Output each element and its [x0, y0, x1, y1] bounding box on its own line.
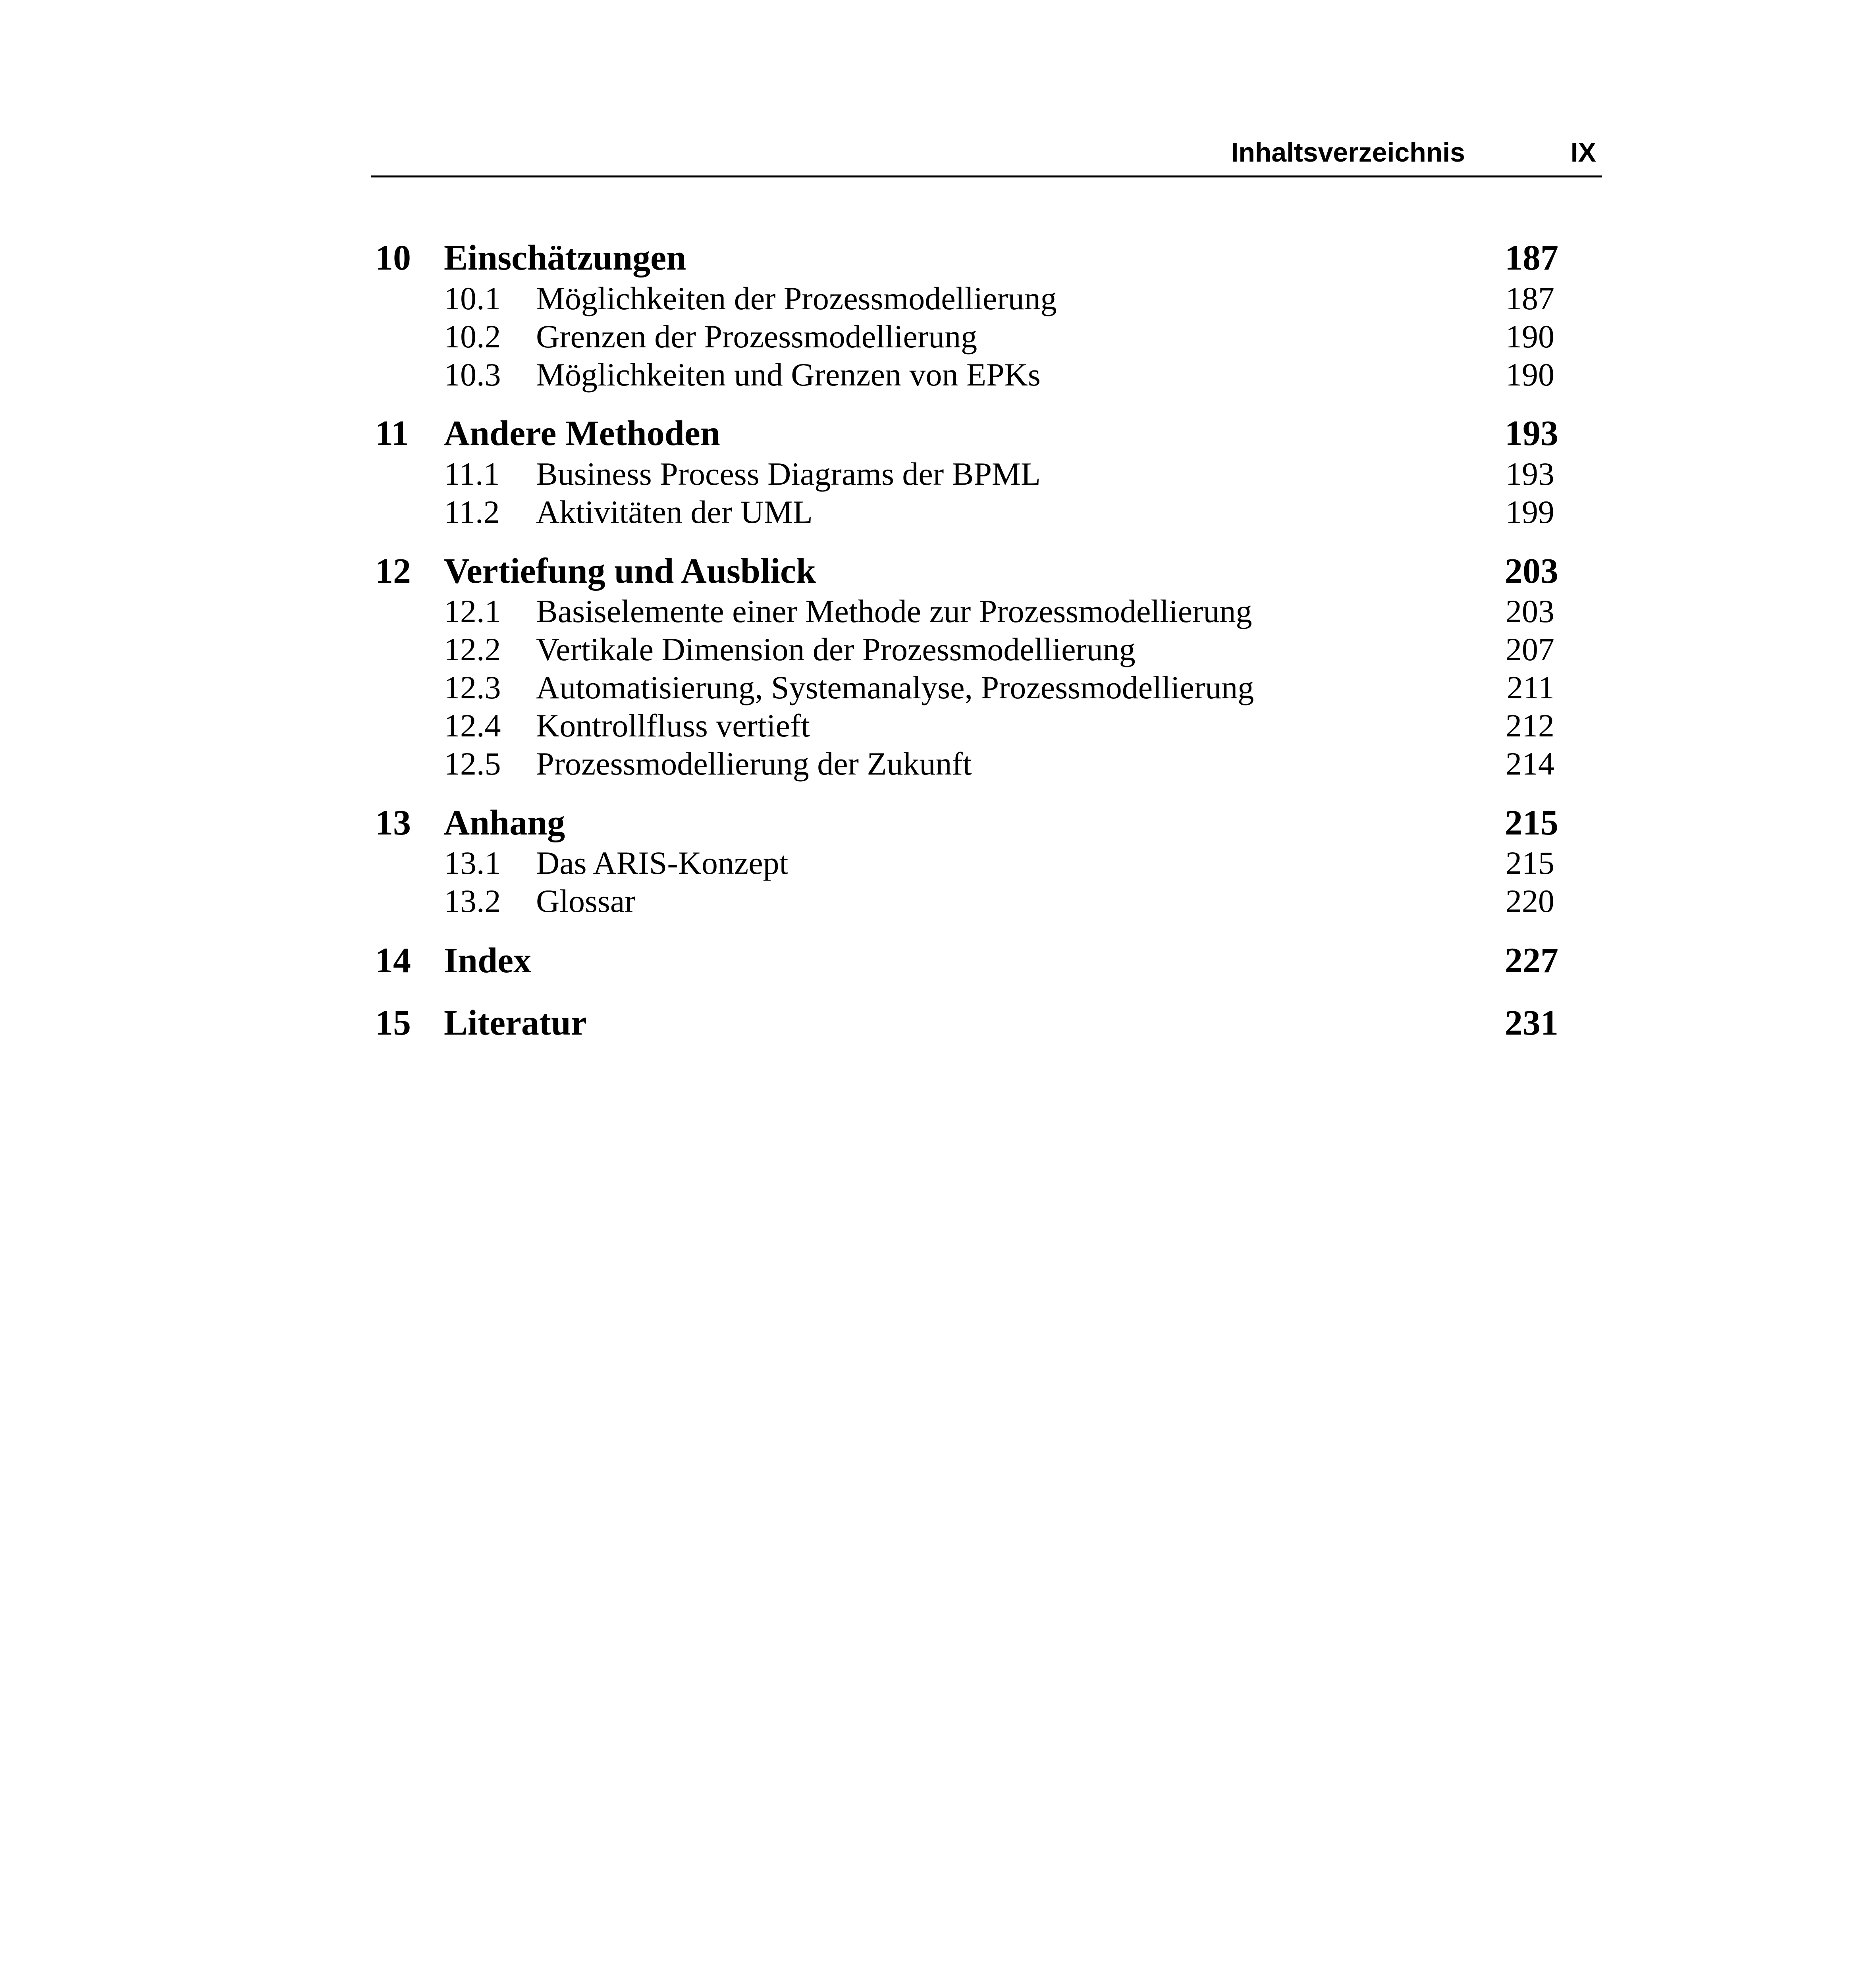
chapter-title: Literatur	[444, 1003, 587, 1043]
chapter-number: 12	[375, 551, 411, 591]
chapter-number: 10	[375, 238, 411, 278]
toc-section-13-1[interactable]	[0, 844, 1876, 882]
section-page: 199	[1506, 494, 1554, 530]
chapter-number: 14	[375, 941, 411, 980]
chapter-page: 203	[1505, 551, 1558, 591]
chapter-page: 231	[1505, 1003, 1558, 1043]
section-page: 203	[1506, 593, 1554, 629]
chapter-title: Vertiefung und Ausblick	[444, 551, 816, 591]
section-title: Automatisierung, Systemanalyse, Prozessmodellierung	[536, 669, 1254, 705]
section-number: 10.2	[444, 318, 501, 355]
section-page: 193	[1506, 456, 1554, 492]
chapter-number: 13	[375, 803, 411, 842]
section-number: 13.1	[444, 845, 501, 881]
toc-section-12-3[interactable]	[0, 669, 1876, 707]
section-number: 10.3	[444, 357, 501, 393]
section-number: 12.1	[444, 593, 501, 629]
section-number: 12.3	[444, 669, 501, 705]
section-page: 190	[1506, 357, 1554, 393]
running-header-page-number: IX	[1570, 137, 1596, 168]
section-title: Kontrollfluss vertieft	[536, 707, 810, 744]
section-page: 214	[1506, 746, 1554, 782]
section-title: Business Process Diagrams der BPML	[536, 456, 1041, 492]
section-page: 215	[1506, 845, 1554, 881]
toc-chapter-15[interactable]	[0, 1001, 1876, 1045]
section-page: 211	[1507, 669, 1554, 705]
section-number: 12.5	[444, 746, 501, 782]
toc-section-10-1[interactable]	[0, 279, 1876, 318]
toc-section-12-1[interactable]	[0, 592, 1876, 630]
section-page: 187	[1506, 280, 1554, 316]
chapter-page: 193	[1505, 414, 1558, 453]
toc-chapter-13[interactable]	[0, 801, 1876, 845]
section-page: 190	[1506, 318, 1554, 355]
chapter-title: Anhang	[444, 803, 565, 842]
section-number: 13.2	[444, 883, 501, 919]
toc-chapter-12[interactable]	[0, 549, 1876, 593]
section-number: 10.1	[444, 280, 501, 316]
toc-chapter-11[interactable]	[0, 412, 1876, 455]
section-title: Möglichkeiten der Prozessmodellierung	[536, 280, 1057, 316]
toc-chapter-10[interactable]	[0, 236, 1876, 280]
section-title: Prozessmodellierung der Zukunft	[536, 746, 972, 782]
toc-section-11-2[interactable]	[0, 493, 1876, 531]
section-number: 12.2	[444, 631, 501, 667]
section-page: 212	[1506, 707, 1554, 744]
chapter-title: Andere Methoden	[444, 414, 720, 453]
toc-chapter-14[interactable]	[0, 939, 1876, 983]
chapter-title: Einschätzungen	[444, 238, 686, 278]
chapter-number: 15	[375, 1003, 411, 1043]
section-title: Das ARIS-Konzept	[536, 845, 789, 881]
toc-section-12-5[interactable]	[0, 745, 1876, 783]
chapter-number: 11	[375, 414, 409, 453]
toc-section-10-2[interactable]	[0, 318, 1876, 356]
section-title: Basiselemente einer Methode zur Prozessmodellierung	[536, 593, 1252, 629]
chapter-page: 215	[1505, 803, 1558, 842]
toc-section-12-2[interactable]	[0, 630, 1876, 669]
section-page: 220	[1506, 883, 1554, 919]
section-title: Glossar	[536, 883, 636, 919]
chapter-title: Index	[444, 941, 532, 980]
toc-section-11-1[interactable]	[0, 455, 1876, 493]
chapter-page: 227	[1505, 941, 1558, 980]
section-number: 11.1	[444, 456, 500, 492]
section-title: Aktivitäten der UML	[536, 494, 813, 530]
toc-section-12-4[interactable]	[0, 707, 1876, 745]
section-title: Grenzen der Prozessmodellierung	[536, 318, 978, 355]
chapter-page: 187	[1505, 238, 1558, 278]
section-title: Vertikale Dimension der Prozessmodellierung	[536, 631, 1136, 667]
section-number: 11.2	[444, 494, 500, 530]
toc-section-10-3[interactable]	[0, 356, 1876, 394]
section-page: 207	[1506, 631, 1554, 667]
toc-section-13-2[interactable]	[0, 882, 1876, 920]
section-number: 12.4	[444, 707, 501, 744]
section-title: Möglichkeiten und Grenzen von EPKs	[536, 357, 1041, 393]
running-header-title: Inhaltsverzeichnis	[1231, 137, 1465, 168]
